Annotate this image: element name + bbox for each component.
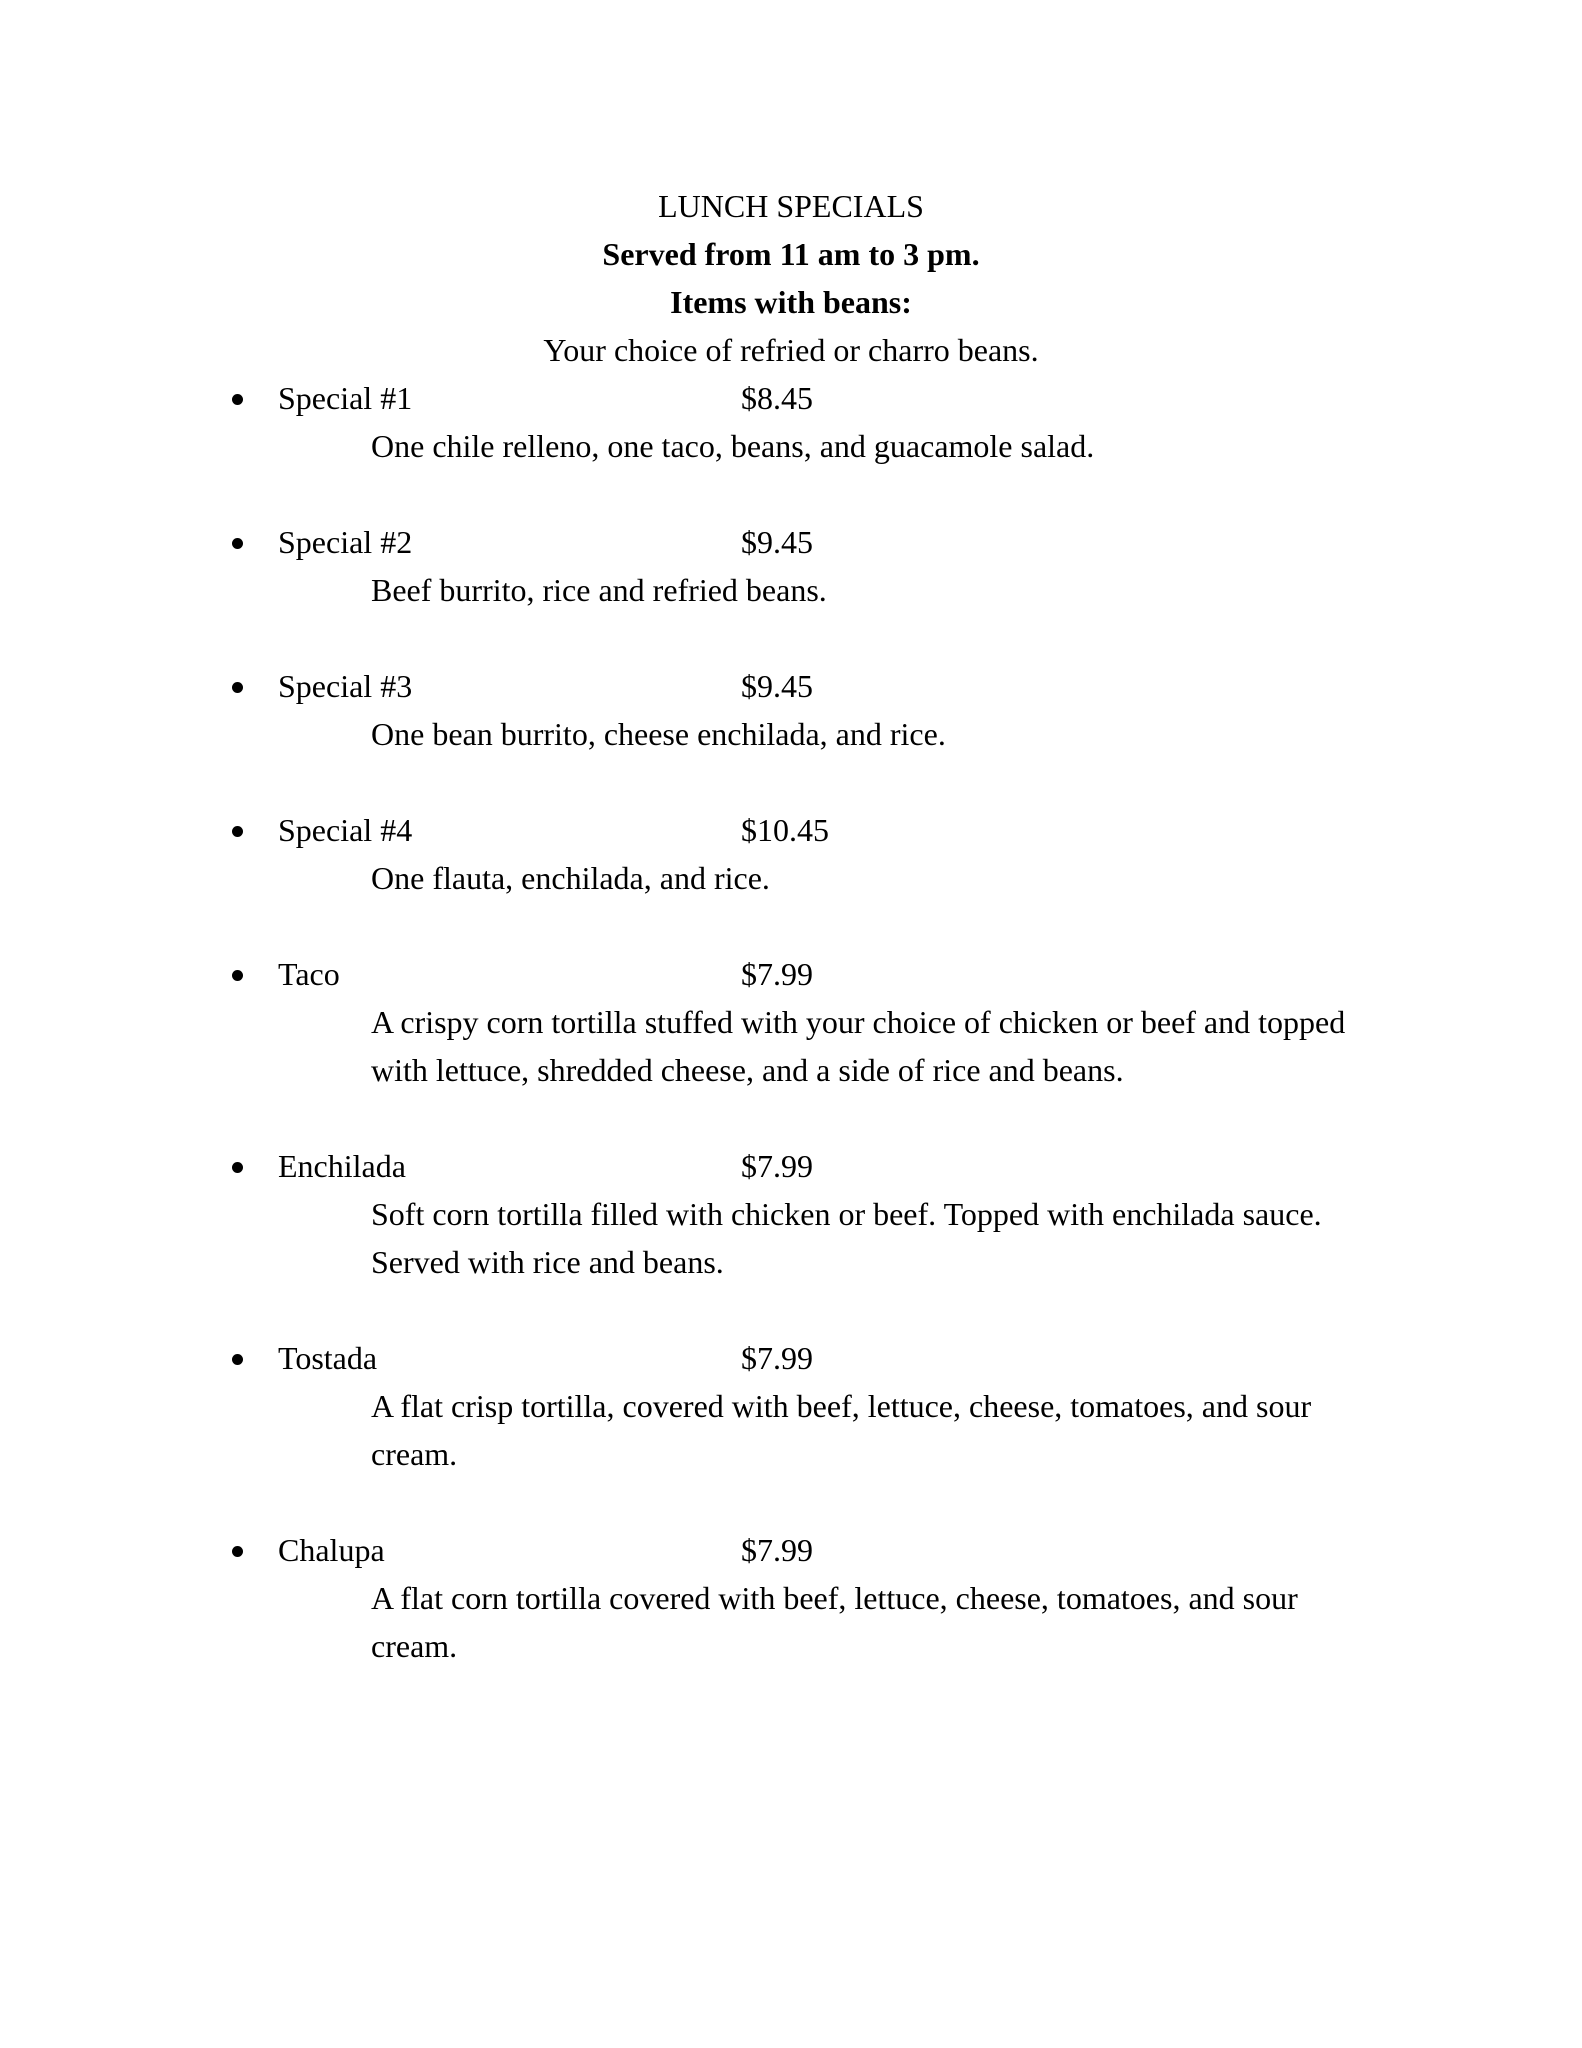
serving-hours: Served from 11 am to 3 pm. xyxy=(602,236,980,272)
bullet-icon xyxy=(232,538,243,549)
beans-heading: Items with beans: xyxy=(670,284,912,320)
item-name: Taco xyxy=(278,956,340,992)
item-price: $9.45 xyxy=(741,524,813,560)
item-description: A crispy corn tortilla stuffed with your choice of chicken or beef and topped with lettuce, shredded cheese, and a side of rice and beans. xyxy=(371,1004,1346,1088)
bullet-icon xyxy=(232,1162,243,1173)
item-description: Beef burrito, rice and refried beans. xyxy=(371,572,827,608)
item-price: $8.45 xyxy=(741,380,813,416)
item-description: A flat corn tortilla covered with beef, lettuce, cheese, tomatoes, and sour cream. xyxy=(371,1580,1298,1664)
item-price: $7.99 xyxy=(741,956,813,992)
menu-header xyxy=(0,182,1582,374)
item-name: Special #4 xyxy=(278,812,413,848)
menu-item xyxy=(0,518,1582,614)
item-name: Enchilada xyxy=(278,1148,406,1184)
bullet-icon xyxy=(232,826,243,837)
item-price: $7.99 xyxy=(741,1148,813,1184)
item-price: $10.45 xyxy=(741,812,829,848)
page-title: LUNCH SPECIALS xyxy=(658,188,924,224)
item-price: $9.45 xyxy=(741,668,813,704)
menu-items-list xyxy=(0,374,1582,1670)
menu-item xyxy=(0,1142,1582,1286)
item-name: Special #2 xyxy=(278,524,413,560)
menu-item xyxy=(0,806,1582,902)
bullet-icon xyxy=(232,1354,243,1365)
item-description: One flauta, enchilada, and rice. xyxy=(371,860,770,896)
item-name: Special #1 xyxy=(278,380,413,416)
item-price: $7.99 xyxy=(741,1340,813,1376)
menu-item xyxy=(0,374,1582,470)
item-name: Tostada xyxy=(278,1340,378,1376)
menu-item xyxy=(0,662,1582,758)
item-description: One bean burrito, cheese enchilada, and rice. xyxy=(371,716,946,752)
item-description: One chile relleno, one taco, beans, and guacamole salad. xyxy=(371,428,1095,464)
item-price: $7.99 xyxy=(741,1532,813,1568)
item-description: Soft corn tortilla filled with chicken or beef. Topped with enchilada sauce. Served with rice and beans. xyxy=(371,1196,1322,1280)
bullet-icon xyxy=(232,682,243,693)
item-name: Special #3 xyxy=(278,668,413,704)
item-description: A flat crisp tortilla, covered with beef, lettuce, cheese, tomatoes, and sour cream. xyxy=(371,1388,1312,1472)
bullet-icon xyxy=(232,970,243,981)
menu-item xyxy=(0,1526,1582,1670)
menu-item xyxy=(0,1334,1582,1478)
menu-item xyxy=(0,950,1582,1094)
bullet-icon xyxy=(232,394,243,405)
item-name: Chalupa xyxy=(278,1532,385,1568)
bullet-icon xyxy=(232,1546,243,1557)
beans-note: Your choice of refried or charro beans. xyxy=(543,332,1039,368)
